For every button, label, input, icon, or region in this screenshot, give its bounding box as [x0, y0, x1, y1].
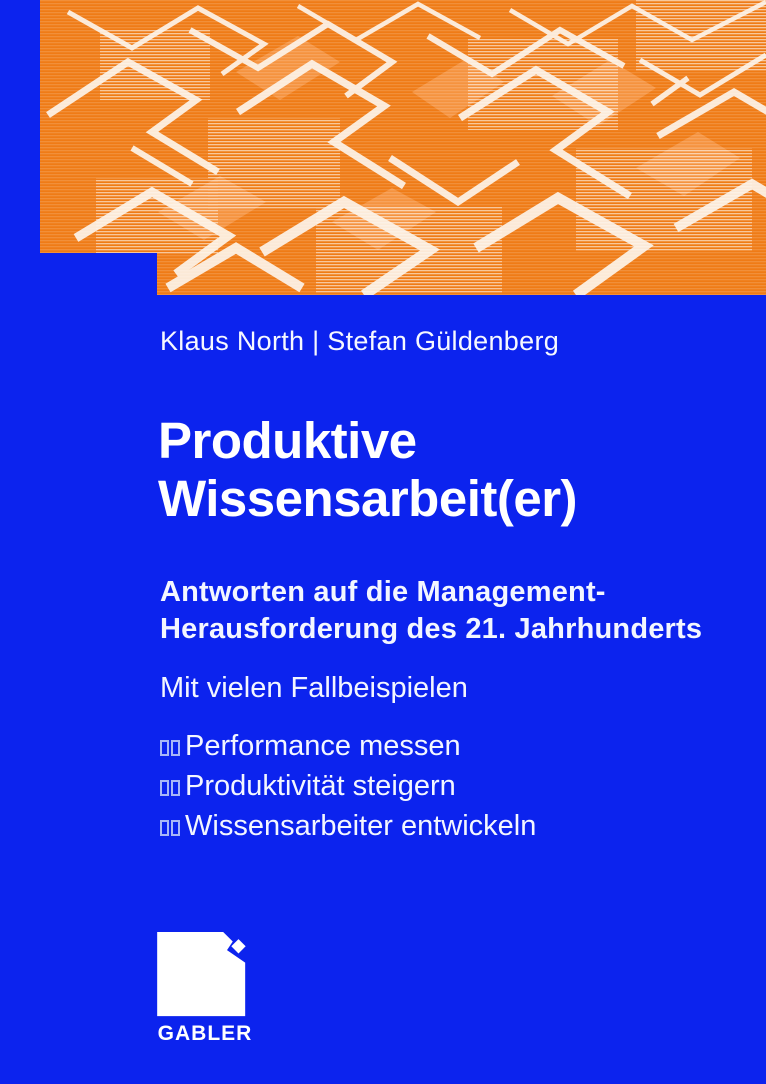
book-subtitle [160, 574, 702, 648]
list-item [160, 726, 536, 766]
bullet-boxes-icon [160, 766, 182, 806]
list-item [160, 766, 536, 806]
bullet-label: Produktivität steigern [185, 770, 456, 802]
author-names: Klaus North | Stefan Güldenberg [160, 326, 560, 356]
maze-illustration [40, 0, 766, 295]
book-subtitle-line1: Antworten auf die Management- [160, 576, 606, 608]
gabler-logo-icon [157, 931, 253, 1019]
book-subtitle-line2: Herausforderung des 21. Jahrhunderts [160, 613, 703, 645]
book-title [158, 412, 577, 528]
tagline: Mit vielen Fallbeispielen [160, 672, 468, 704]
bullet-boxes-icon [160, 806, 182, 846]
book-title-line1: Produktive [158, 412, 417, 469]
list-item [160, 806, 536, 846]
bullet-label: Wissensarbeiter entwickeln [185, 810, 537, 842]
publisher-name: GABLER [157, 1022, 253, 1045]
maze-graphic [40, 0, 766, 295]
bullet-boxes-icon [160, 726, 182, 766]
bullet-label: Performance messen [185, 730, 461, 762]
bullet-list [160, 726, 536, 846]
gabler-logo-mark [157, 931, 253, 1019]
book-title-line2: Wissensarbeit(er) [158, 470, 578, 527]
